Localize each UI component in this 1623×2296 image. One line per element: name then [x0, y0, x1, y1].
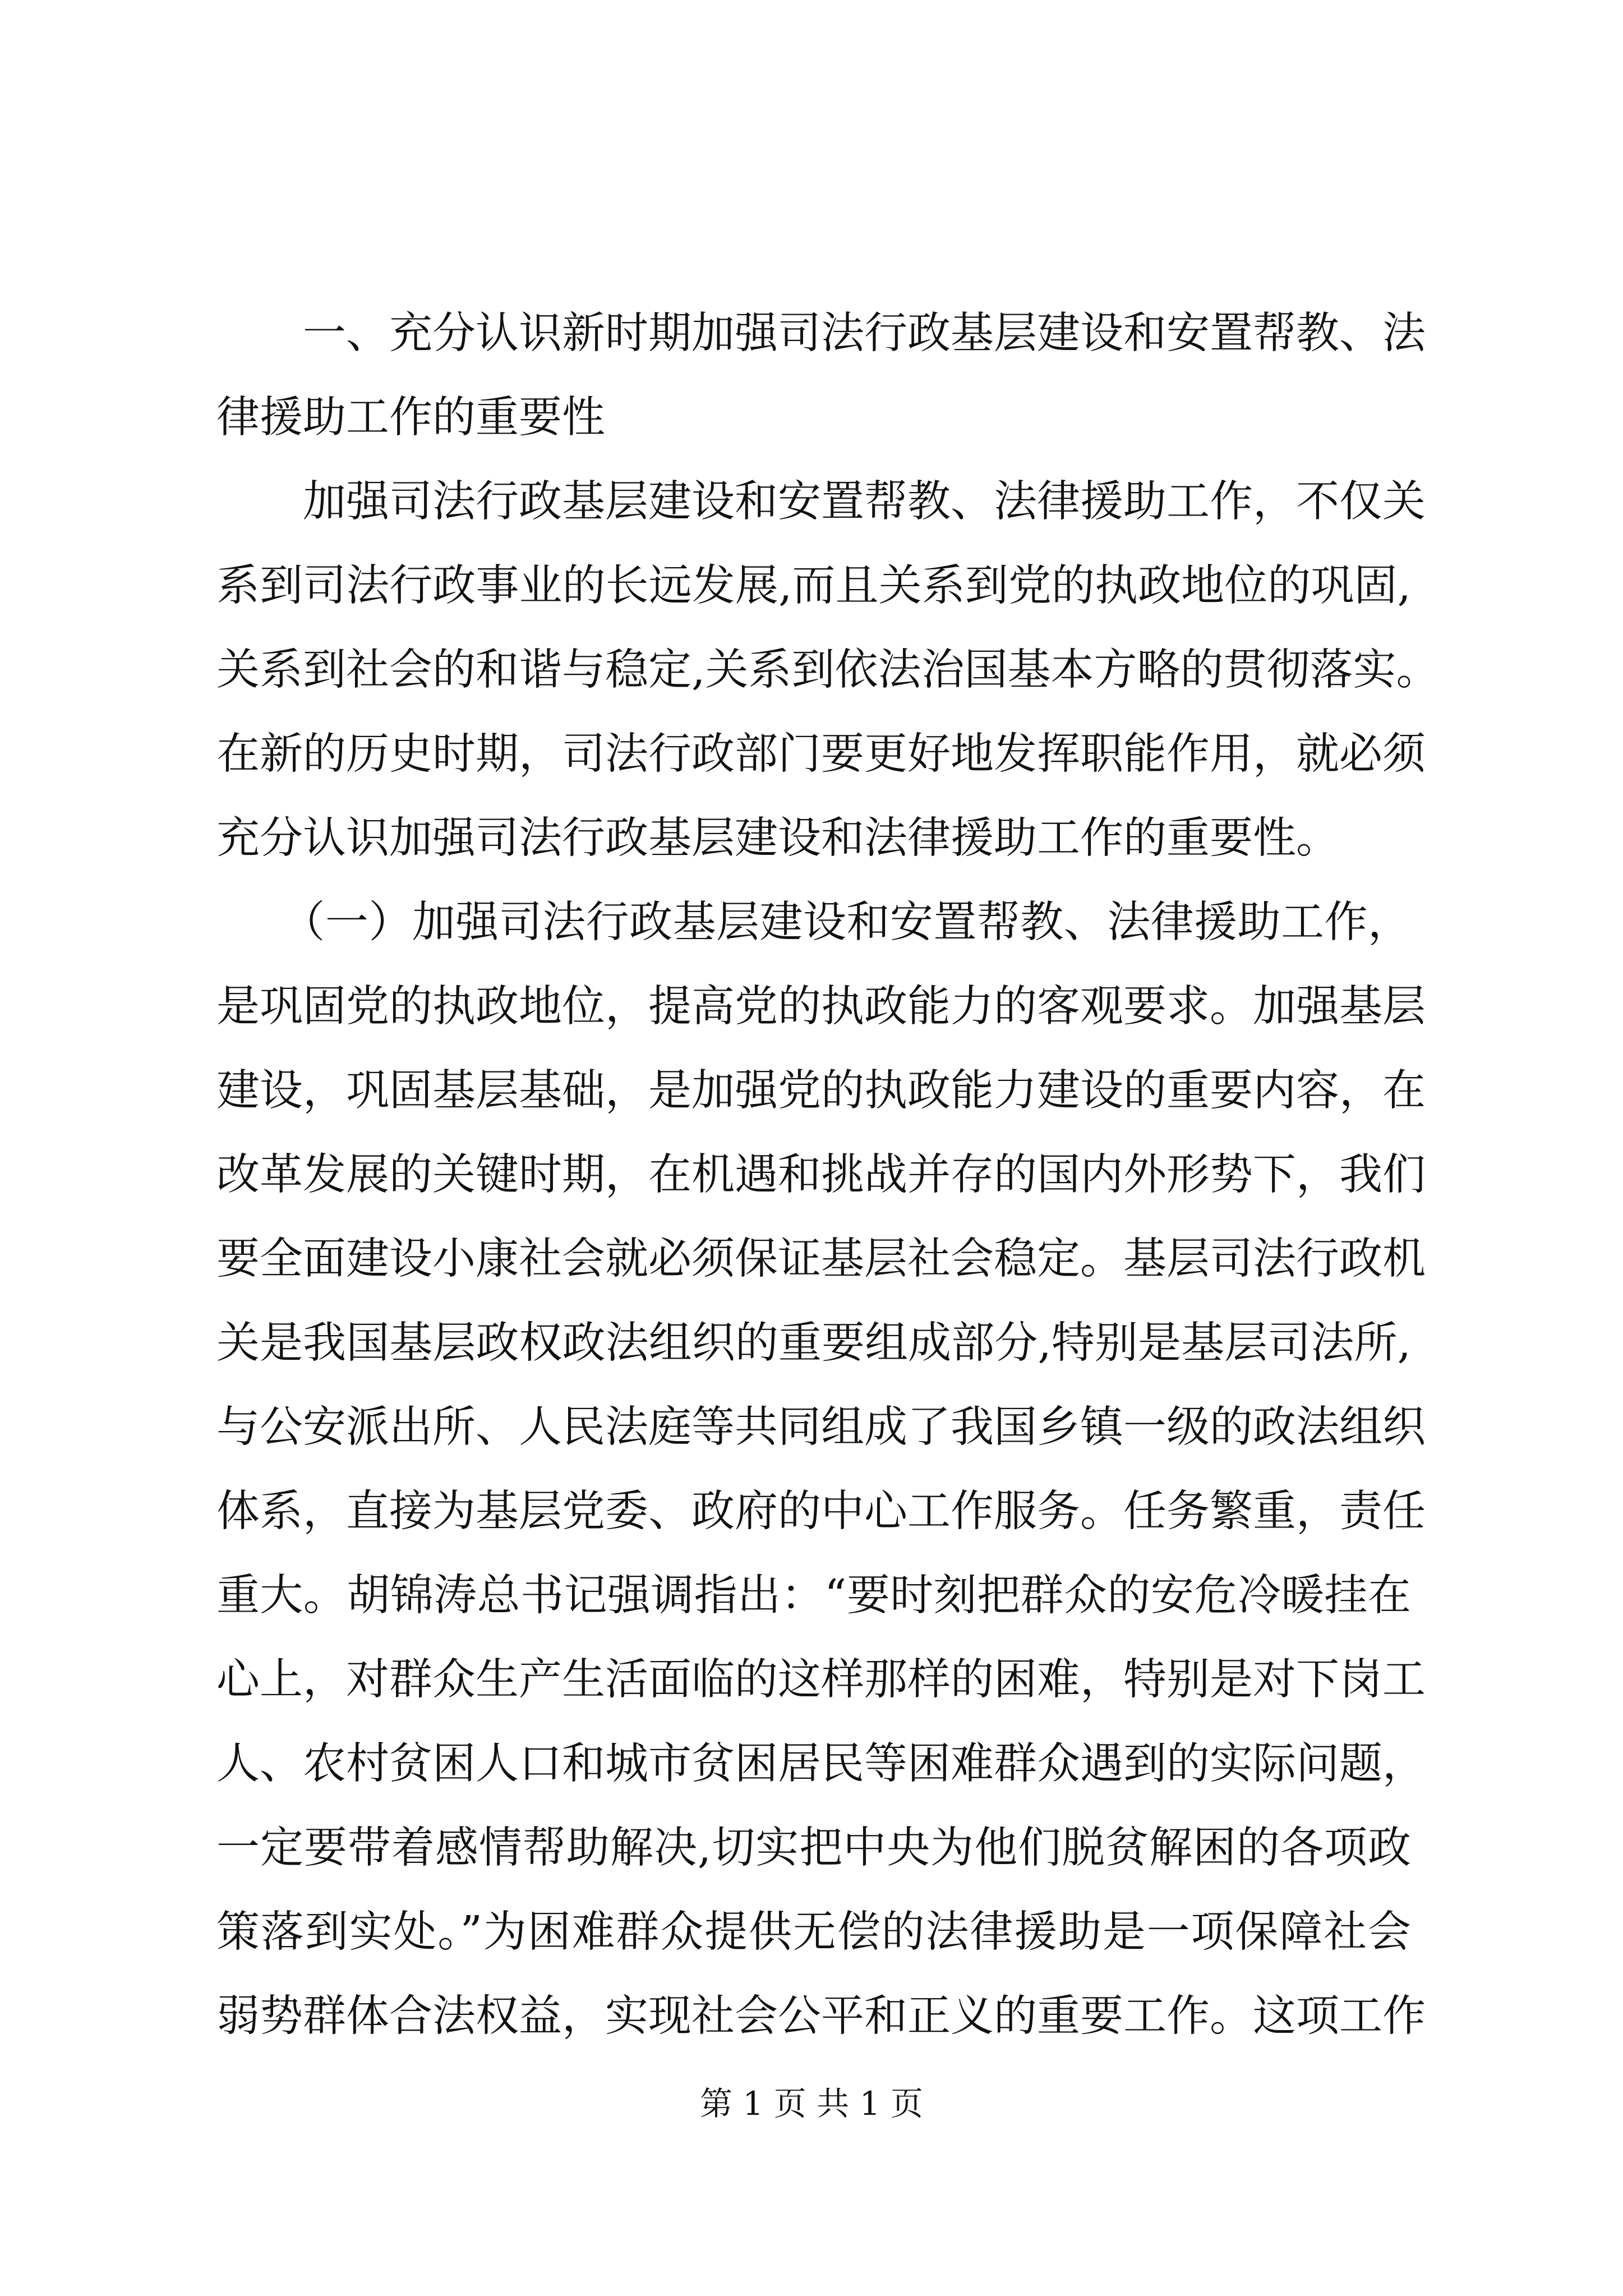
paragraph-line: 系到司法行政事业的长远发展,而且关系到党的执政地位的巩固, — [216, 561, 1411, 611]
paragraph-line: 与公安派出所、人民法庭等共同组成了我国乡镇一级的政法组织 — [216, 1402, 1426, 1452]
paragraph-line: （一）加强司法行政基层建设和安置帮教、法律援助工作， — [216, 898, 1411, 947]
paragraph-line: 弱势群体合法权益，实现社会公平和正义的重要工作。这项工作 — [216, 1991, 1426, 2041]
paragraph-line: 重大。胡锦涛总书记强调指出：“要时刻把群众的安危冷暖挂在 — [216, 1571, 1411, 1621]
paragraph-line: 建设，巩固基层基础，是加强党的执政能力建设的重要内容，在 — [216, 1066, 1426, 1116]
paragraph-line: 要全面建设小康社会就必须保证基层社会稳定。基层司法行政机 — [216, 1234, 1426, 1284]
paragraph-line: 策落到实处。”为困难群众提供无偿的法律援助是一项保障社会 — [216, 1907, 1411, 1957]
heading-line-2: 律援助工作的重要性 — [216, 393, 605, 443]
paragraph-line: 一定要带着感情帮助解决,切实把中央为他们脱贫解困的各项政 — [216, 1823, 1411, 1873]
paragraph-line: 心上，对群众生产生活面临的这样那样的困难，特别是对下岗工 — [216, 1655, 1426, 1705]
heading-line-1: 一、充分认识新时期加强司法行政基层建设和安置帮教、法 — [216, 309, 1426, 358]
page-number-footer: 第 1 页 共 1 页 — [700, 2085, 923, 2123]
paragraph-line: 人、农村贫困人口和城市贫困居民等困难群众遇到的实际问题， — [216, 1739, 1426, 1789]
document-body — [216, 292, 1440, 2059]
paragraph-line: 体系，直接为基层党委、政府的中心工作服务。任务繁重，责任 — [216, 1487, 1426, 1536]
paragraph-line: 充分认识加强司法行政基层建设和法律援助工作的重要性。 — [216, 813, 1339, 863]
paragraph-line: 关系到社会的和谐与稳定,关系到依法治国基本方略的贯彻落实。 — [216, 645, 1440, 695]
paragraph-line: 在新的历史时期，司法行政部门要更好地发挥职能作用，就必须 — [216, 729, 1426, 779]
paragraph-line: 加强司法行政基层建设和安置帮教、法律援助工作，不仅关 — [216, 477, 1426, 527]
paragraph-line: 改革发展的关键时期，在机遇和挑战并存的国内外形势下，我们 — [216, 1150, 1426, 1200]
paragraph-line: 是巩固党的执政地位，提高党的执政能力的客观要求。加强基层 — [216, 982, 1426, 1032]
paragraph-line: 关是我国基层政权政法组织的重要组成部分,特别是基层司法所, — [216, 1318, 1411, 1368]
